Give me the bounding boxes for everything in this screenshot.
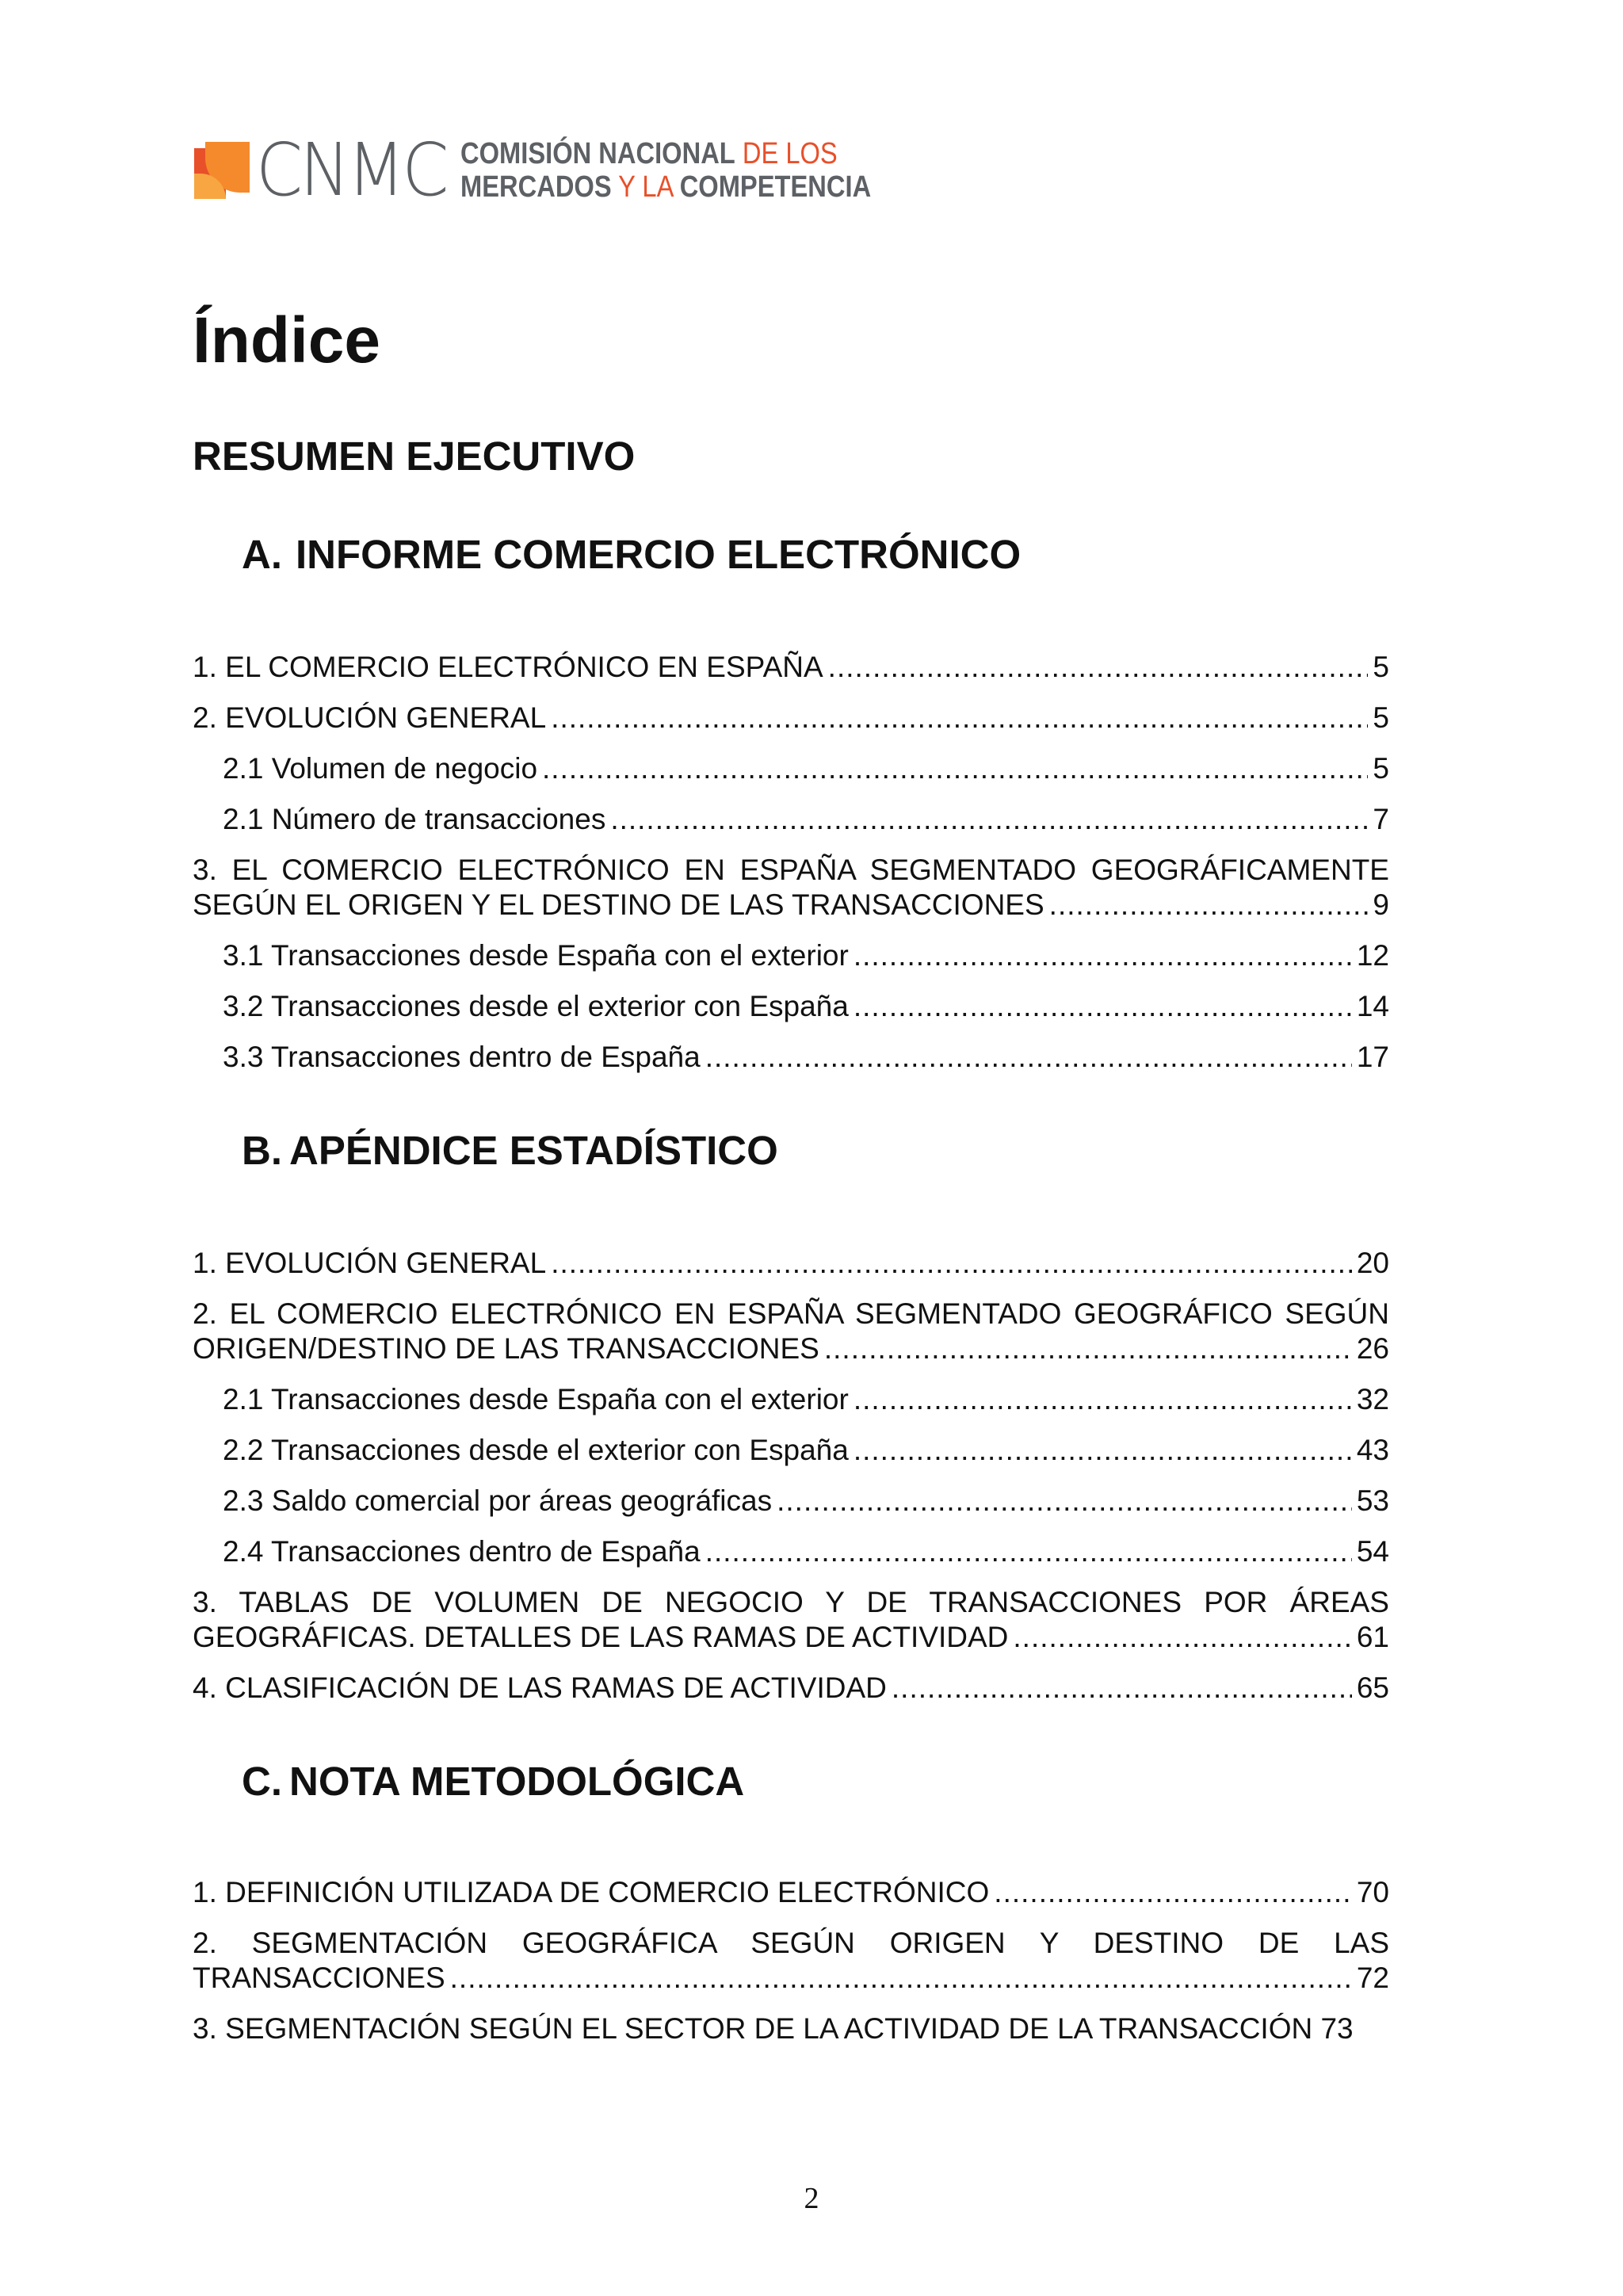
toc-leader-dots [854,938,1352,973]
toc-entry-text: 1. EVOLUCIÓN GENERAL [193,1247,547,1279]
toc-entry-text-line-1: 2. SEGMENTACIÓN GEOGRÁFICA SEGÚN ORIGEN Y DESTINO DE LAS [193,1927,1389,1959]
toc-leader-dots [854,1433,1352,1468]
toc-entry[interactable] [193,1297,1389,1366]
cnmc-logo-mark-icon [194,142,250,199]
toc-entry[interactable] [193,1040,1389,1075]
toc-entry-text: 3. SEGMENTACIÓN SEGÚN EL SECTOR DE LA ACTIVIDAD DE LA TRANSACCIÓN 73 [193,2012,1354,2045]
toc-entry-text: 3.3 Transacciones dentro de España [223,1041,701,1073]
toc-section-c [193,1875,1389,2062]
toc-section-b [193,1246,1389,1721]
toc-leader-dots [705,1040,1352,1075]
toc-page-number: 61 [1356,1621,1389,1653]
toc-page-number: 5 [1373,752,1389,785]
toc-entry[interactable] [193,650,1389,685]
section-a-title: INFORME COMERCIO ELECTRÓNICO [296,532,1022,577]
toc-entry-text-line-1: 3. EL COMERCIO ELECTRÓNICO EN ESPAÑA SEGMENTADO GEOGRÁFICAMENTE [193,854,1389,886]
toc-entry-text: 2.1 Volumen de negocio [223,752,538,785]
toc-page-number: 14 [1356,990,1389,1022]
logo-organization-name [460,137,871,204]
toc-section-a [193,650,1389,1091]
toc-page-number: 70 [1356,1876,1389,1908]
toc-leader-dots [854,989,1352,1024]
toc-entry-text: 2.2 Transacciones desde el exterior con España [223,1434,849,1466]
toc-entry-text: 3.1 Transacciones desde España con el exterior [223,939,849,972]
toc-entry-text: 2.1 Transacciones desde España con el exterior [223,1383,849,1415]
toc-entry-text: 2.1 Número de transacciones [223,803,606,835]
toc-entry[interactable] [193,1671,1389,1706]
toc-entry-text: 2.3 Saldo comercial por áreas geográficas [223,1484,773,1517]
executive-summary-heading[interactable]: RESUMEN EJECUTIVO [193,434,636,479]
toc-page-number: 53 [1356,1484,1389,1517]
toc-entry-text-line-1: 2. EL COMERCIO ELECTRÓNICO EN ESPAÑA SEGMENTADO GEOGRÁFICO SEGÚN [193,1297,1389,1330]
toc-entry-text: 2. EVOLUCIÓN GENERAL [193,701,547,734]
toc-entry[interactable] [193,1246,1389,1281]
toc-leader-dots [551,1246,1352,1281]
toc-leader-dots [1013,1620,1351,1655]
toc-entry[interactable] [193,938,1389,973]
section-c-title: NOTA METODOLÓGICA [289,1759,745,1804]
toc-leader-dots [450,1961,1352,1996]
toc-leader-dots [892,1671,1352,1706]
toc-page-number: 54 [1356,1535,1389,1568]
toc-entry[interactable] [193,1585,1389,1655]
toc-page-number: 5 [1373,651,1389,683]
toc-leader-dots [705,1534,1352,1569]
toc-leader-dots [994,1875,1352,1910]
toc-entry-text: 3.2 Transacciones desde el exterior con España [223,990,849,1022]
toc-page-number: 32 [1356,1383,1389,1415]
toc-entry-text: TRANSACCIONES [193,1962,445,1994]
toc-leader-dots [824,1331,1352,1366]
section-a-letter: A. [242,532,282,577]
toc-entry[interactable] [193,989,1389,1024]
toc-page-number: 65 [1356,1671,1389,1704]
toc-leader-dots [854,1382,1352,1417]
section-b-title: APÉNDICE ESTADÍSTICO [289,1128,778,1173]
section-c-heading[interactable] [242,1759,744,1804]
toc-entry[interactable] [193,1926,1389,1996]
toc-entry-text: 2.4 Transacciones dentro de España [223,1535,701,1568]
cnmc-logo [194,128,938,212]
toc-entry[interactable] [193,1534,1389,1569]
toc-entry-text: 1. EL COMERCIO ELECTRÓNICO EN ESPAÑA [193,651,823,683]
toc-entry-text-line-1: 3. TABLAS DE VOLUMEN DE NEGOCIO Y DE TRANSACCIONES POR ÁREAS [193,1586,1389,1618]
toc-leader-dots [610,802,1368,837]
toc-entry[interactable] [193,751,1389,786]
toc-entry-text: GEOGRÁFICAS. DETALLES DE LAS RAMAS DE ACTIVIDAD [193,1621,1009,1653]
toc-page-number: 43 [1356,1434,1389,1466]
toc-page-number: 20 [1356,1247,1389,1279]
toc-entry-text: 1. DEFINICIÓN UTILIZADA DE COMERCIO ELECTRÓNICO [193,1876,990,1908]
section-b-heading[interactable] [242,1129,778,1173]
toc-page-number: 17 [1356,1041,1389,1073]
toc-page-number: 12 [1356,939,1389,972]
toc-leader-dots [828,650,1369,685]
logo-name-line-1: COMISIÓN NACIONAL DE LOS [460,137,838,170]
toc-entry[interactable] [193,853,1389,923]
toc-entry[interactable] [193,802,1389,837]
section-c-letter: C. [242,1759,282,1804]
toc-page-number: 5 [1373,701,1389,734]
toc-entry-text: 4. CLASIFICACIÓN DE LAS RAMAS DE ACTIVIDAD [193,1671,887,1704]
toc-entry[interactable] [193,2011,1389,2046]
toc-entry[interactable] [193,1875,1389,1910]
toc-entry[interactable] [193,701,1389,735]
page-title: Índice [193,304,380,376]
toc-leader-dots [777,1484,1352,1519]
toc-entry-text: ORIGEN/DESTINO DE LAS TRANSACCIONES [193,1332,819,1365]
toc-leader-dots [542,751,1368,786]
logo-acronym: CNMC [256,128,446,212]
toc-entry-text: SEGÚN EL ORIGEN Y EL DESTINO DE LAS TRANSACCIONES [193,888,1044,921]
toc-entry[interactable] [193,1382,1389,1417]
toc-entry[interactable] [193,1484,1389,1519]
page-number: 2 [804,2182,819,2215]
section-b-letter: B. [242,1128,282,1173]
toc-page-number: 26 [1356,1332,1389,1365]
logo-name-line-2: MERCADOS Y LA COMPETENCIA [460,170,872,204]
section-a-heading[interactable] [242,533,1021,577]
toc-page-number: 72 [1356,1962,1389,1994]
toc-page-number: 9 [1373,888,1389,921]
toc-leader-dots [1049,888,1369,923]
toc-entry[interactable] [193,1433,1389,1468]
toc-page-number: 7 [1373,803,1389,835]
toc-leader-dots [551,701,1368,735]
